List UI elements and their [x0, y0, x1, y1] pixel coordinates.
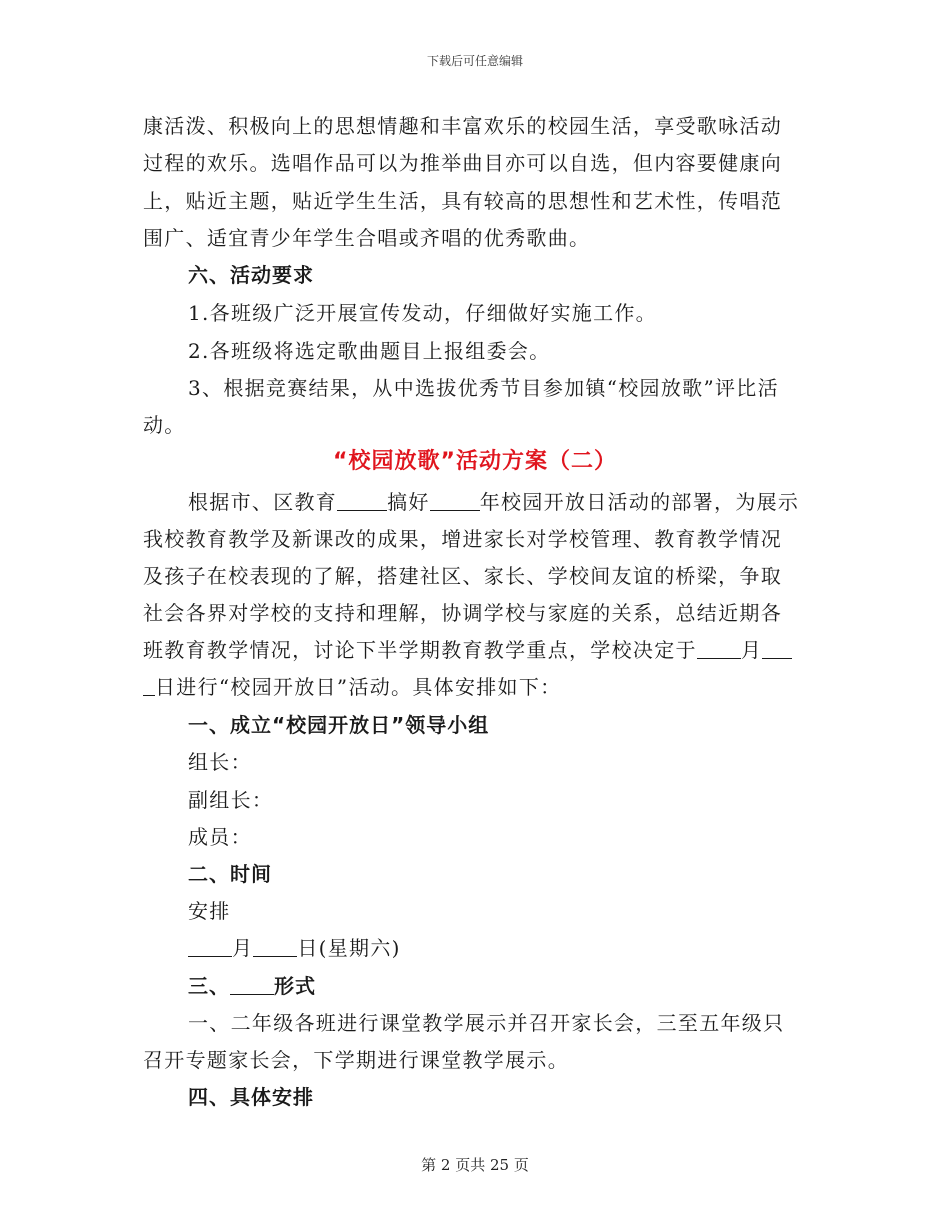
blank-underline: [230, 972, 274, 995]
paragraph-line: 我校教育教学及新课改的成果，增进家长对学校管理、教育教学情况: [143, 527, 782, 551]
blank-underline: [762, 636, 792, 659]
leader-label: 组长：: [188, 750, 252, 774]
paragraph-line: 围广、适宜青少年学生合唱或齐唱的优秀歌曲。: [143, 226, 591, 250]
section-heading: 二、时间: [188, 862, 272, 886]
paragraph-line: 上，贴近主题，贴近学生生活，具有较高的思想性和艺术性，传唱范: [143, 189, 782, 213]
blank-underline: [697, 636, 741, 659]
page-header: 下载后可任意编辑: [426, 54, 523, 68]
paragraph-line: 动。: [143, 413, 186, 437]
paragraph-line: 日进行“校园开放日”活动。具体安排如下：: [143, 672, 561, 702]
list-item: 2.各班级将选定歌曲题目上报组委会。: [188, 339, 551, 363]
vice-leader-label: 副组长：: [188, 788, 274, 812]
blank-underline: [337, 488, 387, 511]
paragraph-line: 康活泼、积极向上的思想情趣和丰富欢乐的校园生活，享受歌咏活动: [143, 114, 782, 138]
section-heading: 三、 形式: [188, 974, 316, 998]
blank-underline: [430, 488, 480, 511]
paragraph-line: 召开专题家长会，下学期进行课堂教学展示。: [143, 1048, 569, 1072]
list-item: 1.各班级广泛开展宣传发动，仔细做好实施工作。: [188, 301, 657, 325]
paragraph-line: 社会各界对学校的支持和理解，协调学校与家庭的关系，总结近期各: [143, 601, 782, 625]
page-footer: 第 2 页共 25 页: [421, 1156, 529, 1174]
paragraph-line: 一、二年级各班进行课堂教学展示并召开家长会，三至五年级只: [188, 1011, 785, 1035]
list-item: 3、根据竞赛结果，从中选拔优秀节目参加镇“校园放歌”评比活: [188, 376, 779, 400]
blank-underline: [143, 673, 155, 696]
paragraph-line: 过程的欢乐。选唱作品可以为推举曲目亦可以自选，但内容要健康向: [143, 151, 782, 175]
paragraph-line: 及孩子在校表现的了解，搭建社区、家长、学校间友谊的桥梁，争取: [143, 564, 782, 588]
paragraph-line: 根据市、区教育 搞好 年校园开放日活动的部署，为展示: [188, 490, 800, 514]
blank-underline: [188, 934, 232, 957]
paragraph-line: 班教育教学情况，讨论下半学期教育教学重点，学校决定于 月: [143, 635, 792, 665]
section-heading: 四、具体安排: [188, 1085, 314, 1109]
members-label: 成员：: [188, 825, 252, 849]
arrange-label: 安排: [188, 899, 231, 923]
blank-underline: [253, 934, 297, 957]
section-heading: 一、成立“校园开放日”领导小组: [188, 713, 490, 737]
section-heading: 六、活动要求: [188, 263, 314, 287]
date-line: 月 日(星期六): [188, 933, 401, 963]
document-title: “校园放歌”活动方案（二）: [333, 449, 617, 474]
